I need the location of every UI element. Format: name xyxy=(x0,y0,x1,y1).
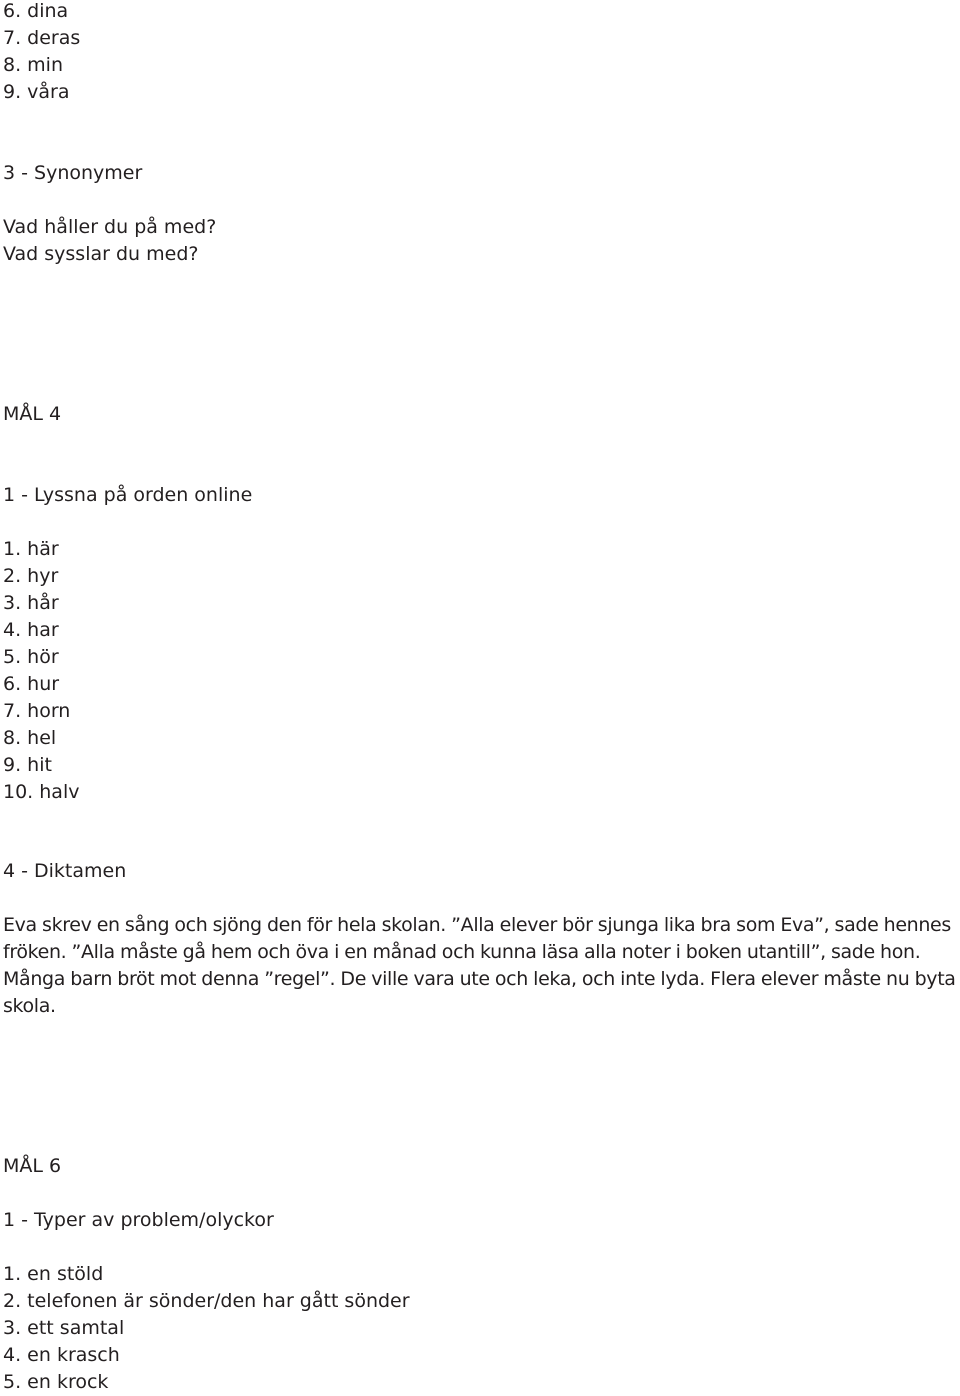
list-item: 8. hel xyxy=(3,727,57,749)
top-list xyxy=(3,0,80,106)
list-item: 3. hår xyxy=(3,592,59,614)
synonym-lines xyxy=(3,214,216,268)
list-item: 10. halv xyxy=(3,781,80,803)
list-item: 4. har xyxy=(3,619,59,641)
list-item: 5. hör xyxy=(3,646,59,668)
section-heading-lyssna: 1 - Lyssna på orden online xyxy=(3,484,253,506)
list-item: 9. våra xyxy=(3,81,70,103)
goal-heading-mal4: MÅL 4 xyxy=(3,403,62,425)
list-item: 2. hyr xyxy=(3,565,59,587)
list-item: 4. en krasch xyxy=(3,1344,120,1366)
section-heading-diktamen: 4 - Diktamen xyxy=(3,860,127,882)
list-item: 1. här xyxy=(3,538,59,560)
list-item: 2. telefonen är sönder/den har gått sönder xyxy=(3,1290,410,1312)
list-item: 6. dina xyxy=(3,0,69,22)
diktamen-paragraph: Eva skrev en sång och sjöng den för hela skolan. ”Alla elever bör sjunga lika bra som Eva”, sade hennes fröken. ”Alla måste gå hem och öva i en månad och kunna läsa alla noter i boken utantill”, sade hon. Många barn bröt mot denna ”regel”. De ville vara ute och leka, och inte lyda. Flera elever måste nu byta skola. xyxy=(3,914,956,1017)
typer-list xyxy=(3,1261,410,1396)
list-item: 9. hit xyxy=(3,754,52,776)
lyssna-word-list xyxy=(3,536,79,806)
section-heading-typer: 1 - Typer av problem/olyckor xyxy=(3,1209,274,1231)
goal-heading-mal6: MÅL 6 xyxy=(3,1155,62,1177)
list-item: 3. ett samtal xyxy=(3,1317,125,1339)
synonym-line: Vad håller du på med? xyxy=(3,216,217,238)
list-item: 8. min xyxy=(3,54,63,76)
list-item: 7. deras xyxy=(3,27,81,49)
list-item: 7. horn xyxy=(3,700,71,722)
synonym-line: Vad sysslar du med? xyxy=(3,243,199,265)
list-item: 6. hur xyxy=(3,673,60,695)
section-heading-synonymer: 3 - Synonymer xyxy=(3,162,143,184)
list-item: 1. en stöld xyxy=(3,1263,104,1285)
list-item: 5. en krock xyxy=(3,1371,109,1393)
